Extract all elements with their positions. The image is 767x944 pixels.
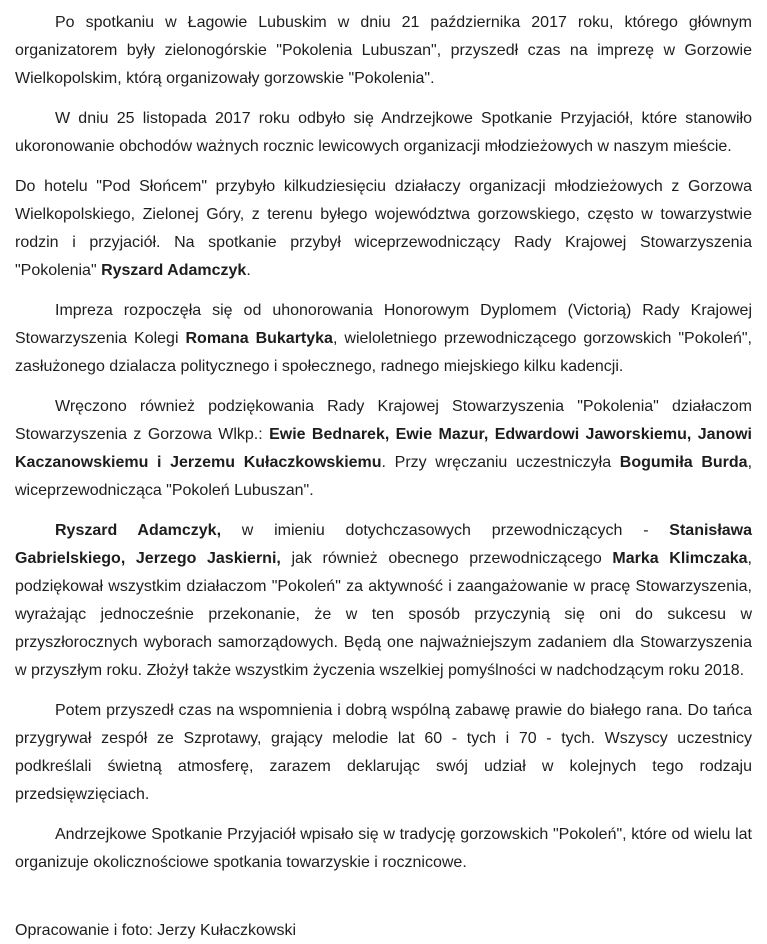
text-run: Do hotelu "Pod Słońcem" przybyło kilkudziesięciu działaczy organizacji młodzieżowych z Gorzowa Wielkopolskiego, Zielonej Góry, z terenu byłego województwa gorzowskiego, często w towarzystwie rodzin i przyjaciół. Na spotkanie przybył wiceprzewodniczący Rady Krajowej Stowarzyszenia "Pokolenia" bbox=[15, 178, 752, 279]
paragraph-8 bbox=[15, 821, 752, 877]
text-run: Impreza rozpoczęła się od uhonorowania Honorowym Dyplomem (Victorią) Rady Krajowej Stowarzyszenia Kolegi bbox=[15, 302, 752, 347]
bold-text-run: Marka Klimczaka bbox=[612, 550, 748, 567]
bold-text-run: Bogumiła Burda bbox=[619, 454, 748, 471]
credit-line: Opracowanie i foto: Jerzy Kułaczkowski bbox=[15, 922, 296, 939]
text-run: , wieloletniego przewodniczącego gorzowskich "Pokoleń", zasłużonego dzialacza politycznego i społecznego, radnego miejskiego kilku kadencji. bbox=[15, 330, 752, 375]
paragraph-6 bbox=[15, 517, 752, 685]
bold-text-run: Romana Bukartyka bbox=[185, 330, 333, 347]
paragraph-1 bbox=[15, 9, 752, 93]
text-run: . bbox=[246, 262, 251, 279]
text-run: Po spotkaniu w Łagowie Lubuskim w dniu 21 października 2017 roku, którego głównym organizatorem były zielonogórskie "Pokolenia Lubuszan", przyszedł czas na imprezę w Gorzowie Wielkopolskim, którą organizowały gorzowskie "Pokolenia". bbox=[15, 14, 752, 87]
text-run: Wręczono również podziękowania Rady Krajowej Stowarzyszenia "Pokolenia" działaczom Stowarzyszenia z Gorzowa Wlkp.: bbox=[15, 398, 752, 443]
paragraph-2 bbox=[15, 105, 752, 161]
bold-text-run: Ryszard Adamczyk, bbox=[55, 522, 222, 539]
text-run: W dniu 25 listopada 2017 roku odbyło się Andrzejkowe Spotkanie Przyjaciół, które stanowiło ukoronowanie obchodów ważnych rocznic lewicowych organizacji młodzieżowych w naszym mieście. bbox=[15, 110, 752, 155]
text-run: . Przy wręczaniu uczestniczyła bbox=[381, 454, 620, 471]
paragraph-3 bbox=[15, 173, 752, 285]
bold-text-run: Stanisława Gabrielskiego, Jerzego Jaskierni, bbox=[15, 522, 752, 567]
text-run: Andrzejkowe Spotkanie Przyjaciół wpisało się w tradycję gorzowskich "Pokoleń", które od wielu lat organizuje okolicznościowe spotkania towarzyskie i rocznicowe. bbox=[15, 826, 752, 871]
bold-text-run: Ryszard Adamczyk bbox=[101, 262, 247, 279]
paragraph-4 bbox=[15, 297, 752, 381]
text-run: w imieniu dotychczasowych przewodniczących - bbox=[221, 522, 670, 539]
text-run: jak również obecnego przewodniczącego bbox=[280, 550, 613, 567]
paragraph-7 bbox=[15, 697, 752, 809]
text-run: , podziękował wszystkim działaczom "Pokoleń" za aktywność i zaangażowanie w pracę Stowarzyszenia, wyrażając jednocześnie przekonanie, że w ten sposób przyczynią się oni do sukcesu w przyszłorocznych wyborach samorządowych. Będą one najważniejszym zadaniem dla Stowarzyszenia w przyszłym roku. Złożył także wszystkim życzenia wszelkiej pomyślności w nadchodzącym roku 2018. bbox=[15, 550, 752, 679]
paragraph-5 bbox=[15, 393, 752, 505]
text-run: , wiceprzewodnicząca "Pokoleń Lubuszan". bbox=[15, 454, 753, 499]
bold-text-run: Ewie Bednarek, Ewie Mazur, Edwardowi Jaworskiemu, Janowi Kaczanowskiemu i Jerzemu Kułaczkowskiemu bbox=[15, 426, 753, 471]
text-run: Potem przyszedł czas na wspomnienia i dobrą wspólną zabawę prawie do białego rana. Do tańca przygrywał zespół ze Szprotawy, grający melodie lat 60 - tych i 70 - tych. Wszyscy uczestnicy podkreślali świetną atmosferę, zarazem deklarując swój udział w kolejnych tego rodzaju przedsięwzięciach. bbox=[15, 702, 752, 803]
